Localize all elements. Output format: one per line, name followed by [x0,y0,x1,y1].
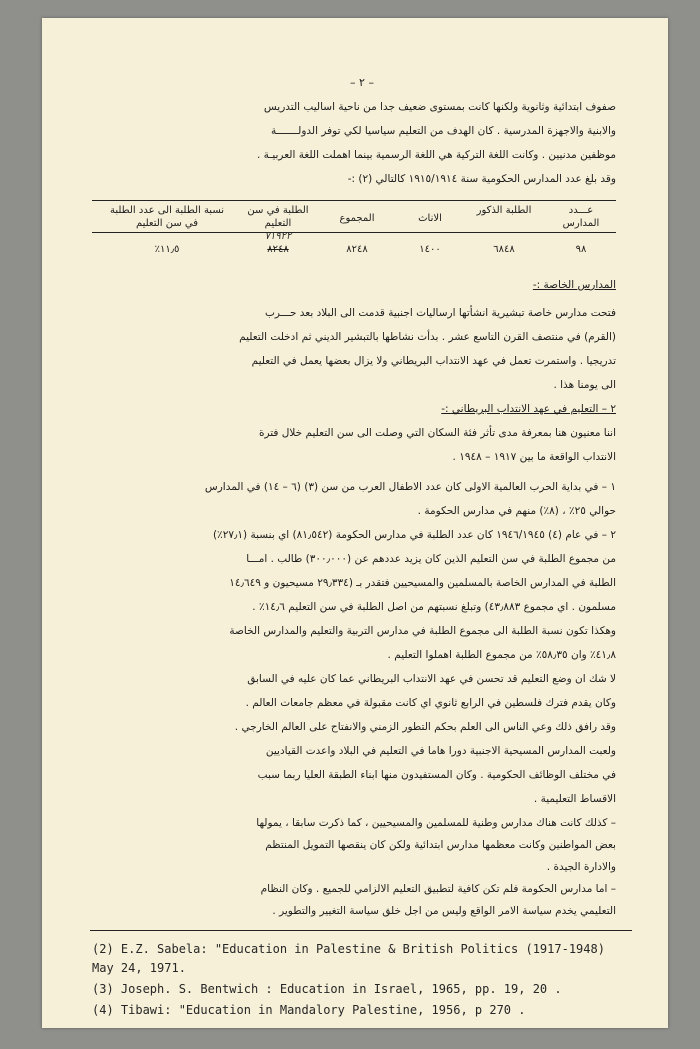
table-top-rule [92,200,616,201]
paragraph-line: تدريجيا . واستمرت تعمل في عهد الانتداب البريطاني ولا يزال بعضها يعمل في التعليم [251,355,616,367]
paragraph-line: الاقساط التعليمية . [533,793,616,805]
paragraph-line: والابنية والاجهزة المدرسية . كان الهدف من التعليم سياسيا لكي توفر الدولـــــــة [270,125,616,137]
section-heading: ٢ – التعليم في عهد الانتداب البريطاني :- [441,403,616,415]
paragraph-line: – كذلك كانت هناك مدارس وطنية للمسلمين والمسيحيين ، كما ذكرت سابقا ، يمولها [256,817,616,829]
paragraph-line: (القرم) في منتصف القرن التاسع عشر . بدأت نشاطها بالتبشير الديني ثم ادخلت التعليم [239,331,616,343]
footnote: (4) Tibawi: "Education in Mandalory Palestine, 1956, p 270 . [92,1003,526,1017]
paragraph-line: بعض المواطنين وكانت معظمها مدارس ابتدائية ولكن كان ينقصها التمويل المنتظم [265,839,616,851]
paragraph-line: من مجموع الطلبة في سن التعليم الذين كان يزيد عددهم عن (٣٠٠٫٠٠٠) طالب . امـــا [246,553,616,565]
footnote: (3) Joseph. S. Bentwich : Education in Israel, 1965, pp. 19, 20 . [92,982,562,996]
paragraph-line: مسلمون . اي مجموع ٤٣٫٨٨٣) وتبلغ نسبتهم من اصل الطلبة في سن التعليم ١٤٫٦٪ . [252,601,616,613]
paragraph-line: ١ – في بداية الحرب العالمية الاولى كان عدد الاطفال العرب من سن (٣) (٦ – ١٤) في المدارس [204,481,616,493]
cell-schools: ٩٨ [575,244,587,255]
header-females: الاناث [418,213,442,224]
footnote: May 24, 1971. [92,961,186,975]
paragraph-line: ٢ – في عام (٤) ١٩٤٦/١٩٤٥ كان عدد الطلبة في مدارس الحكومة (٨١٫٥٤٢) اي بنسبة (٢٧٫١٪) [212,529,616,541]
paragraph-line: لا شك ان وضع التعليم قد تحسن في عهد الانتداب البريطاني عما كان عليه في السابق [247,673,616,685]
handwritten-correction: ٧١٩٢٢ [264,231,292,242]
section-heading: المدارس الخاصة :- [532,279,616,291]
footnote-rule [90,930,632,931]
table-header-rule [92,232,616,233]
cell-males: ٦٨٤٨ [493,244,515,255]
page-number: – ٢ – [350,76,374,89]
document-page [42,18,668,1028]
paragraph-line: في مختلف الوظائف الحكومية . وكان المستفيدون منها ابناء الطبقة العليا ربما سبب [257,769,616,781]
paragraph-line: موظفين مدنيين . وكانت اللغة التركية هي اللغة الرسمية بينما اهملت اللغة العربيـة . [256,149,616,161]
paragraph-line: صفوف ابتدائية وثانوية ولكنها كانت بمستوى ضعيف جدا من ناحية اساليب التدريس [263,101,616,113]
paragraph-line: والادارة الجيدة . [546,861,616,873]
paragraph-line: ولعبت المدارس المسيحية الاجنبية دورا هاما في التعليم في البلاد واعدت القياديين [265,745,616,757]
cell-total: ٨٢٤٨ [346,244,368,255]
paragraph-line: وكان يقدم فترك فلسطين في الرابع ثانوي اي كانت مقبولة في معظم جامعات العالم . [245,697,616,709]
paragraph-line: – اما مدارس الحكومة فلم تكن كافية لتطبيق التعليم الالزامي للجميع . وكان النظام [260,883,616,895]
cell-females: ١٤٠٠ [419,244,441,255]
paragraph-line: فتحت مدارس خاصة تبشيرية انشأتها ارساليات اجنبية قدمت الى البلاد بعد حـــرب [265,307,616,319]
cell-school-age: ٨٢٤٨ [267,244,289,255]
paragraph-line: الطلبة في المدارس الخاصة بالمسلمين والمسيحيين فتقدر بـ (٢٩٫٣٣٤ مسيحيون و ١٤٫٦٤٩ [229,577,616,589]
paragraph-line: وقد رافق ذلك وعي الناس الى العلم بحكم التطور الزمني والانفتاح على العالم الخارجي . [234,721,616,733]
paragraph-line: الانتداب الواقعة ما بين ١٩١٧ – ١٩٤٨ . [452,451,616,463]
paragraph-line: الى يومنا هذا . [553,379,616,391]
cell-ratio: ١١٫٥٪ [154,244,180,255]
paragraph-line: اننا معنيون هنا بمعرفة مدى تأثر فئة السكان التي وصلت الى سن التعليم خلال فترة [258,427,616,439]
header-total: المجموع [339,213,375,224]
header-males: الطلبة الذكور [476,205,532,216]
paragraph-line: وهكذا تكون نسبة الطلبة الى مجموع الطلبة في مدارس التربية والتعليم والمدارس الخاصة [229,625,616,637]
header-schools: عـــدد المدارس [562,205,600,229]
header-ratio: نسبة الطلبة الى عدد الطلبة في سن التعليم [109,205,225,229]
footnote: (2) E.Z. Sabela: "Education in Palestine & British Politics (1917-1948) [92,942,605,956]
paragraph-line: حوالي ٢٥٪ ، (٨٪) منهم في مدارس الحكومة . [417,505,616,517]
header-school-age: الطلبة في سن التعليم [247,205,309,229]
paragraph-line: ٤١٫٨٪ وان ٥٨٫٣٥٪ من مجموع الطلبة اهملوا التعليم . [387,649,616,661]
paragraph-line: وقد بلغ عدد المدارس الحكومية سنة ١٩١٥/١٩١٤ كالتالي (٢) :- [347,173,616,185]
paragraph-line: التعليمي يخدم سياسة الامر الواقع وليس من اجل خلق سياسة التغيير والتطوير . [272,905,616,917]
